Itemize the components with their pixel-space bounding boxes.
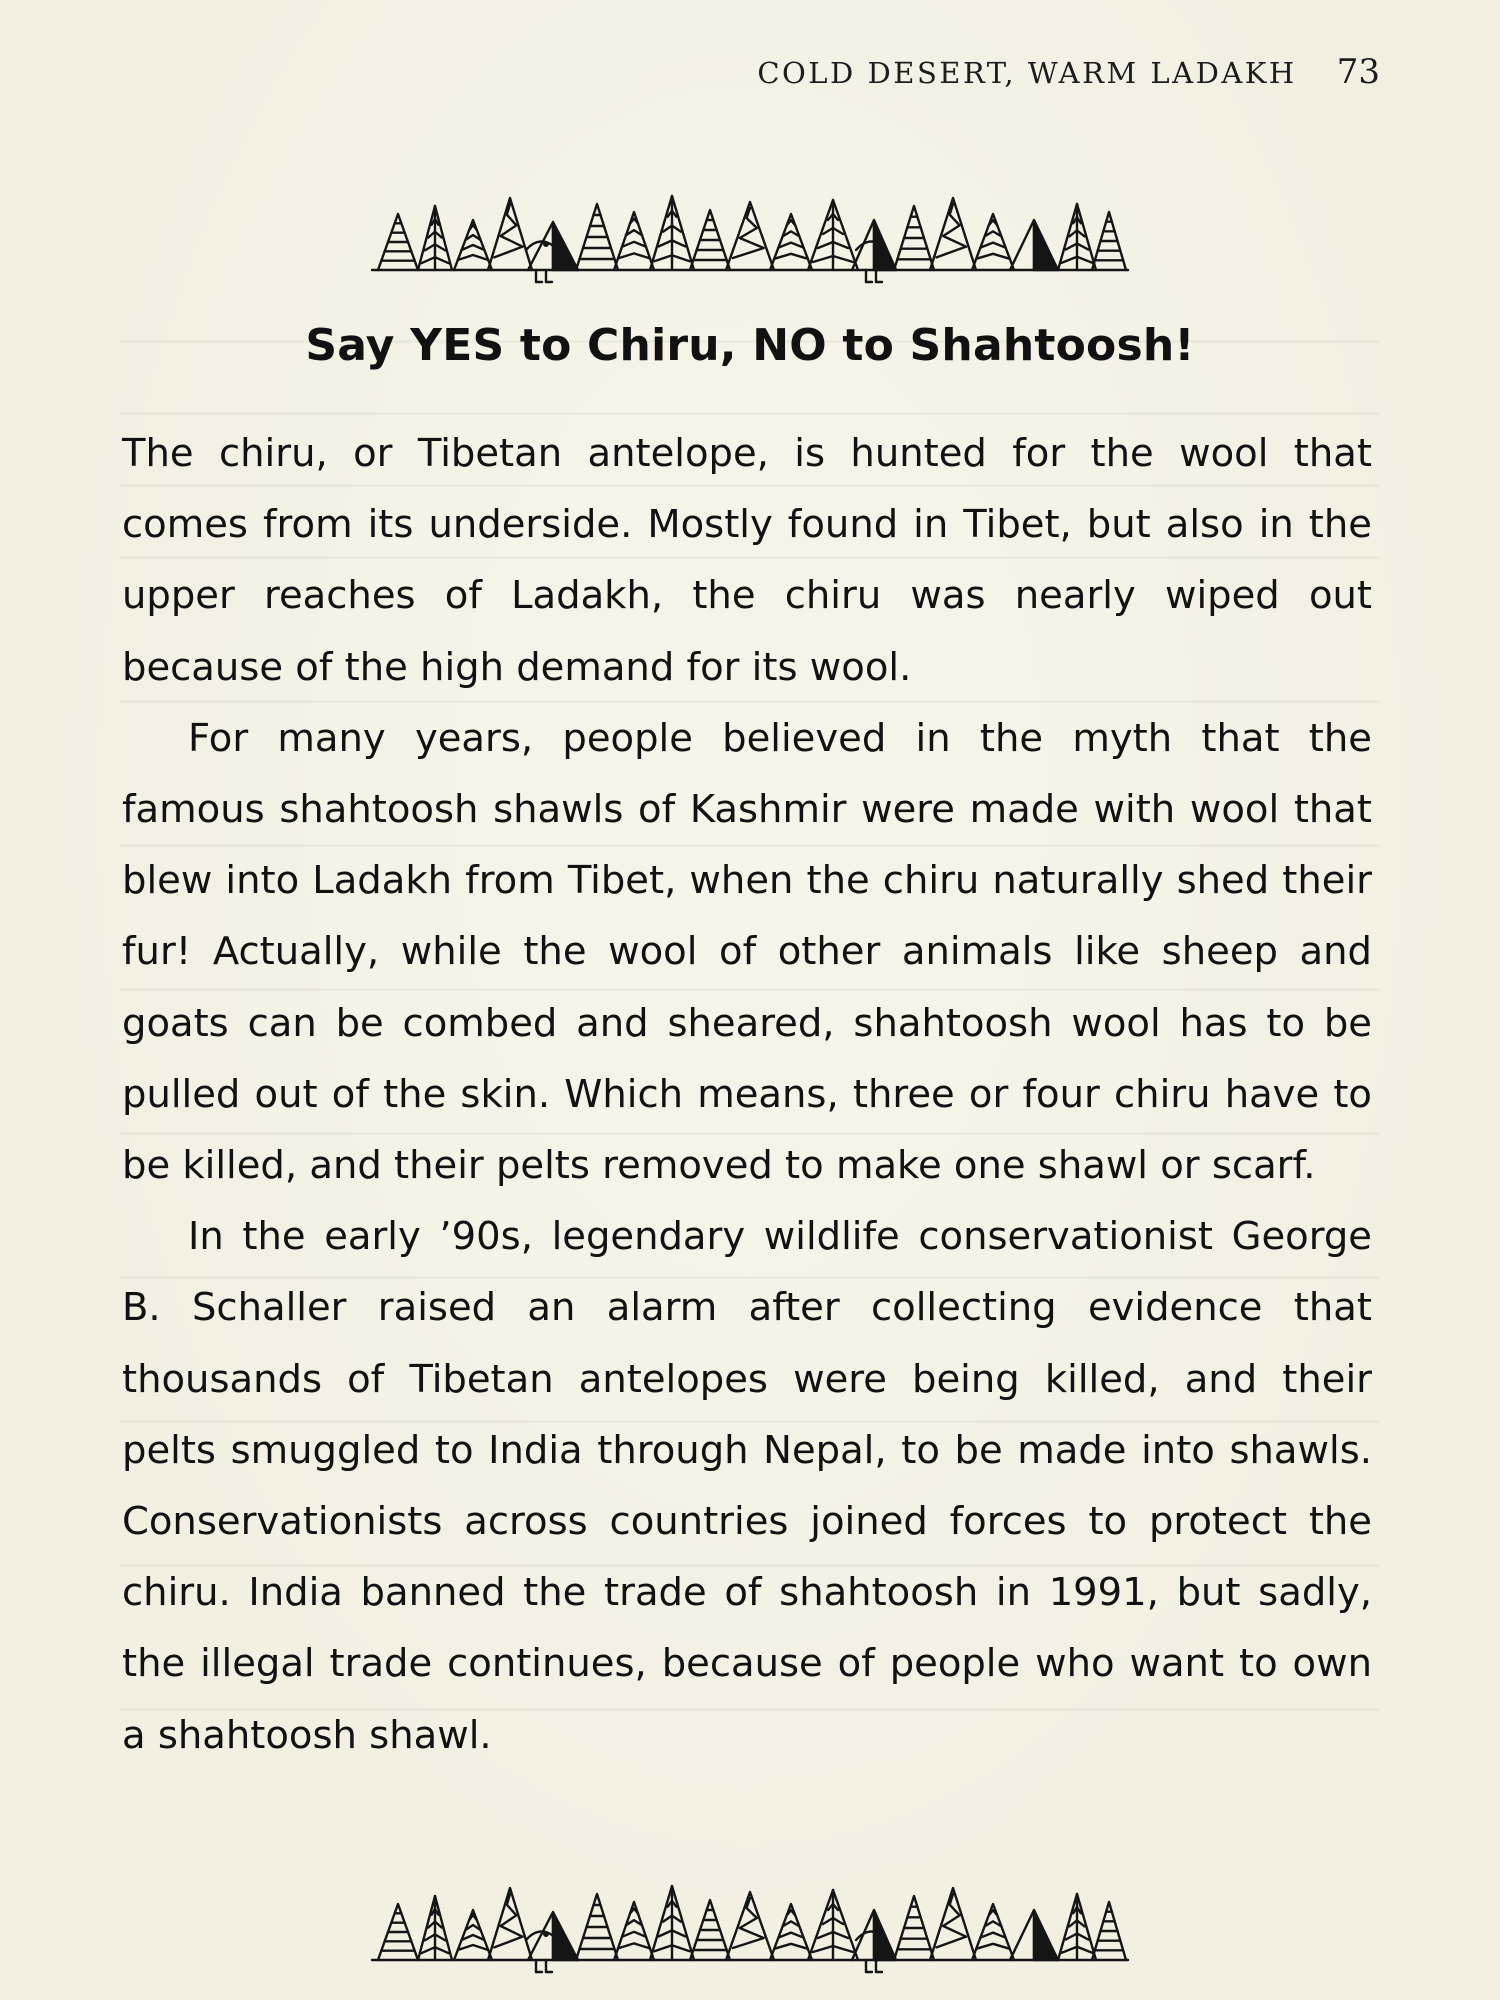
mountain-border-icon: [370, 192, 1130, 292]
running-header: [757, 52, 1380, 92]
paragraph: In the early ’90s, legendary wildlife conservationist George B. Schaller raised an alarm after collecting evidence that thousands of Tibetan antelopes were being killed, and their pelts smuggled to India through Nepal, to be made into shawls. Conservationists across countries joined forces to protect the chiru. India banned the trade of shahtoosh in 1991, but sadly, the illegal trade continues, because of people who want to own a shahtoosh shawl.: [122, 1214, 1372, 1758]
article-heading: Say YES to Chiru, NO to Shahtoosh!: [305, 320, 1195, 371]
paragraph: The chiru, or Tibetan antelope, is hunted for the wool that comes from its underside. Mostly found in Tibet, but also in the upper reaches of Ladakh, the chiru was nearly wiped out because of the high demand for its wool.: [122, 431, 1372, 690]
paragraph: For many years, people believed in the myth that the famous shahtoosh shawls of Kashmir were made with wool that blew into Ladakh from Tibet, when the chiru naturally shed their fur! Actually, while the wool of other animals like sheep and goats can be combed and sheared, shahtoosh wool has to be pulled out of the skin. Which means, three or four chiru have to be killed, and their pelts removed to make one shawl or scarf.: [122, 715, 1372, 1189]
article-body: [122, 418, 1372, 1771]
mountain-border-icon: [370, 1882, 1130, 1982]
page-number: 73: [1336, 52, 1380, 92]
bleed-through-line: [120, 412, 1380, 415]
running-title: COLD DESERT, WARM LADAKH: [757, 56, 1297, 90]
